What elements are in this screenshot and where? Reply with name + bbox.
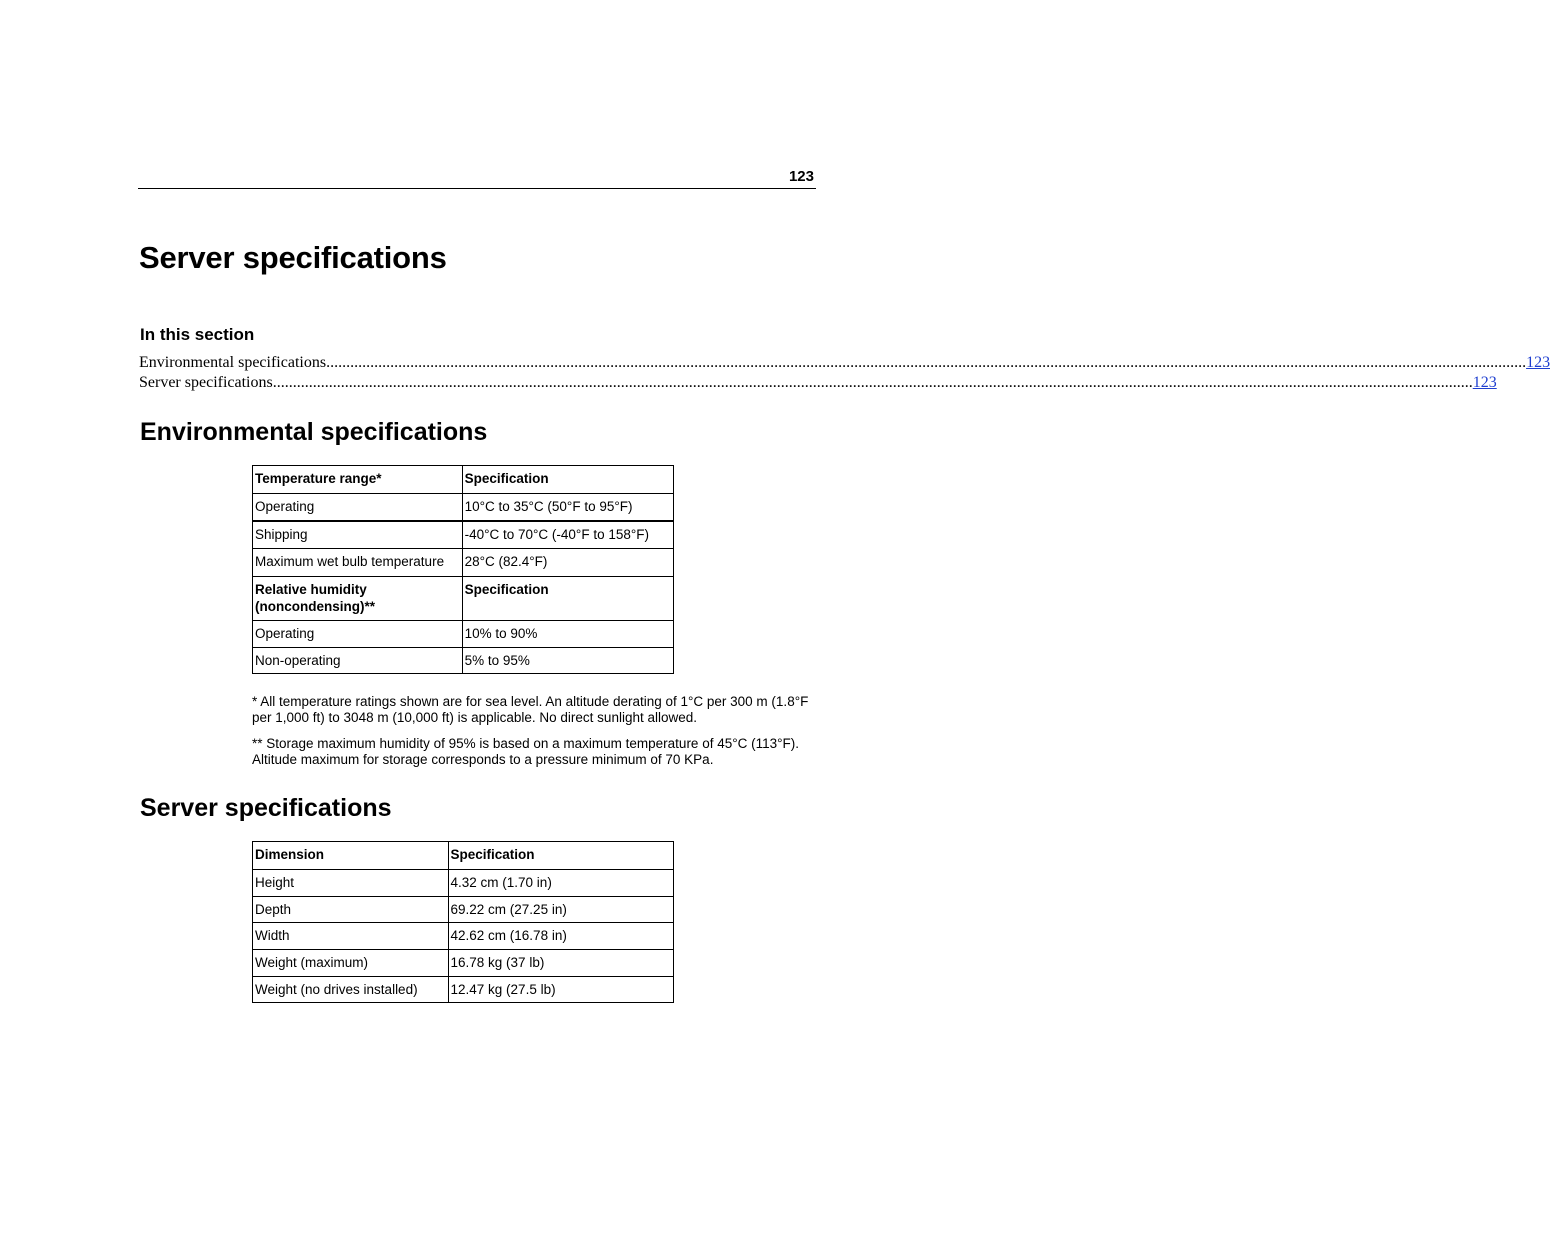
table-cell: Height <box>253 870 449 897</box>
table-cell: 10% to 90% <box>462 621 673 648</box>
in-this-section-heading: In this section <box>140 325 255 344</box>
table-cell: 5% to 95% <box>462 648 673 674</box>
table-header-cell: Relative humidity (noncondensing)** <box>253 577 463 621</box>
table-cell: 28°C (82.4°F) <box>462 549 673 577</box>
table-row <box>253 870 674 897</box>
table-row <box>253 494 674 521</box>
humidity-footnote: ** Storage maximum humidity of 95% is based on a maximum temperature of 45°C (113°F). Altitude maximum for storage corresponds to a pressure minimum of 70 KPa. <box>252 736 800 767</box>
toc-page-link[interactable]: 123 <box>1526 354 1550 371</box>
table-cell: 16.78 kg (37 lb) <box>448 950 673 977</box>
table-header-cell: Dimension <box>253 842 449 870</box>
toc-page-link[interactable]: 123 <box>1472 373 1497 391</box>
toc-entry <box>139 373 1497 394</box>
environmental-specifications-table <box>252 465 674 674</box>
table-cell: Non-operating <box>253 648 463 674</box>
server-specifications-table <box>252 841 674 1003</box>
table-row <box>253 621 674 648</box>
page-number: 123 <box>788 168 814 185</box>
page-title: Server specifications <box>139 240 447 275</box>
table-cell: Shipping <box>253 521 463 549</box>
temperature-footnote: * All temperature ratings shown are for sea level. An altitude derating of 1°C per 300 m (1.8°F per 1,000 ft) to 3048 m (10,000 ft) is applicable. No direct sunlight allowed. <box>252 694 809 725</box>
toc-leader-dots: ............................................................................................................................................................................................................................................................................................................ <box>272 373 1473 391</box>
table-cell: 12.47 kg (27.5 lb) <box>448 977 673 1003</box>
table-cell: 42.62 cm (16.78 in) <box>448 923 673 950</box>
toc-entry-label: Server specifications <box>139 373 273 391</box>
table-cell: Operating <box>253 621 463 648</box>
toc-entry-label: Environmental specifications <box>139 354 327 371</box>
table-cell: Maximum wet bulb temperature <box>253 549 463 577</box>
table-cell: Operating <box>253 494 463 521</box>
table-cell: -40°C to 70°C (-40°F to 158°F) <box>462 521 673 549</box>
table-cell: Depth <box>253 897 449 923</box>
header-rule <box>138 188 816 189</box>
table-cell: 4.32 cm (1.70 in) <box>448 870 673 897</box>
toc-entry <box>139 354 1550 374</box>
environmental-specifications-heading: Environmental specifications <box>140 418 488 446</box>
server-specifications-heading: Server specifications <box>140 794 392 822</box>
toc <box>139 354 1550 393</box>
table-cell: Weight (maximum) <box>253 950 449 977</box>
table-row <box>253 648 674 674</box>
table-row <box>253 521 674 549</box>
table-cell: Width <box>253 923 449 950</box>
table-header-cell: Temperature range* <box>253 466 463 494</box>
table-row <box>253 977 674 1003</box>
table-row <box>253 923 674 950</box>
table-cell: 69.22 cm (27.25 in) <box>448 897 673 923</box>
table-row <box>253 950 674 977</box>
toc-leader-dots: ............................................................................................................................................................................................................................................................................................................ <box>326 354 1527 371</box>
table-row <box>253 897 674 923</box>
table-row <box>253 549 674 577</box>
table-header-cell: Specification <box>462 577 673 621</box>
table-header-cell: Specification <box>462 466 673 494</box>
table-header-row <box>253 577 674 621</box>
table-cell: Weight (no drives installed) <box>253 977 449 1003</box>
table-cell: 10°C to 35°C (50°F to 95°F) <box>462 494 673 521</box>
table-header-cell: Specification <box>448 842 673 870</box>
table-header-row <box>253 842 674 870</box>
table-header-row <box>253 466 674 494</box>
